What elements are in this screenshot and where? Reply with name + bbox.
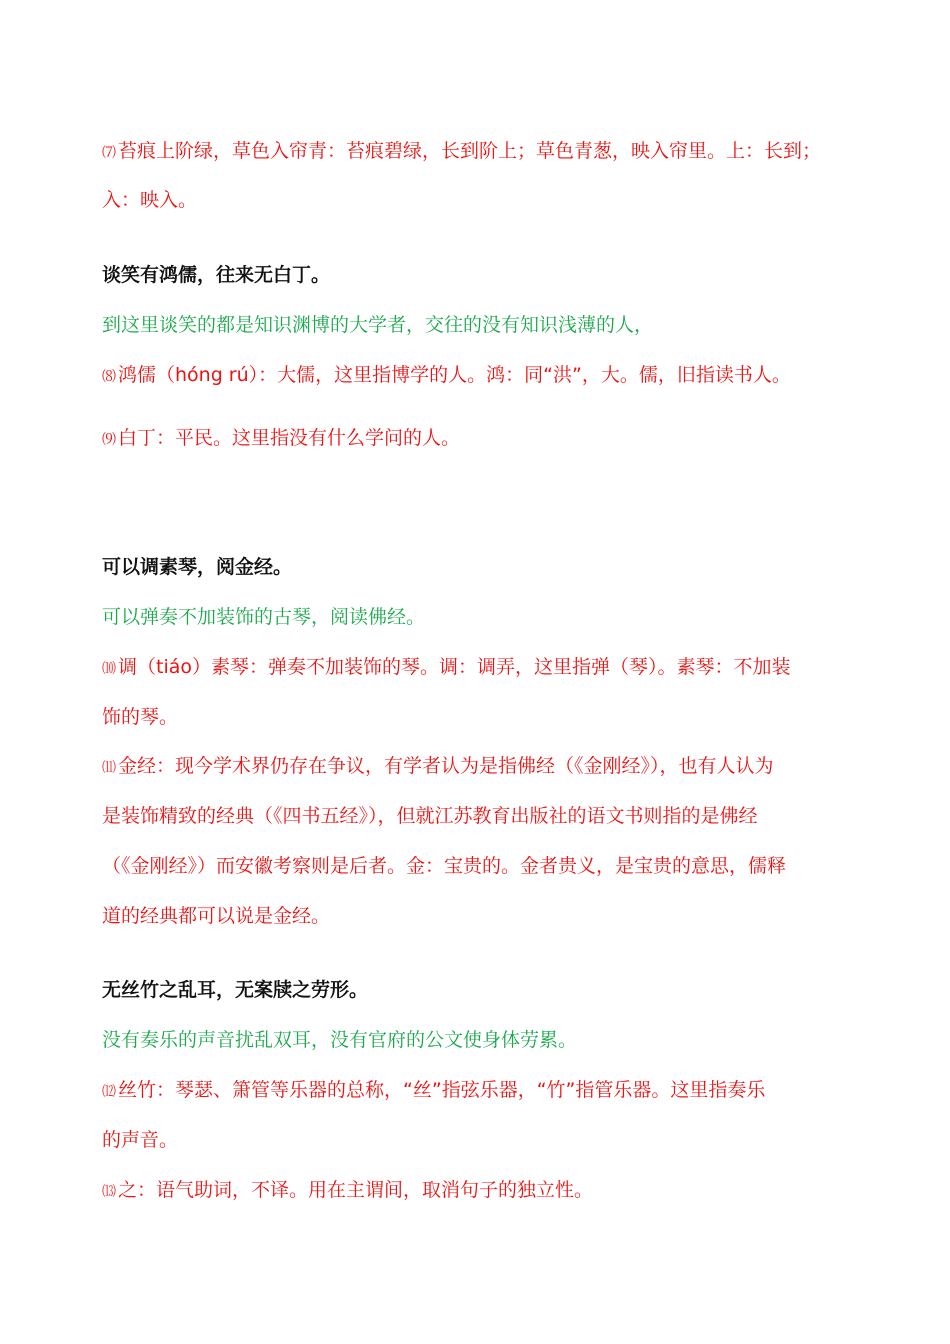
note-text: 金经：现今学术界仍存在争议，有学者认为是指佛经（《金刚经》），也有人认为 [118,755,774,777]
note-7-line-2: 入：映入。 [102,189,198,211]
note-10-line-2: 饰的琴。 [102,706,179,728]
verse-heading: 谈笑有鸿儒，往来无白丁。 [102,264,331,286]
note-12-line-1 [102,1077,842,1105]
note-number: ⑻ [102,369,116,385]
note-number: ⑽ [102,661,116,677]
note-9-line-1 [102,425,842,453]
note-number: ⒀ [102,1184,116,1200]
note-number: ⑺ [102,145,116,161]
verse-translation: 没有奏乐的声音扰乱双耳，没有官府的公文使身体劳累。 [102,1029,578,1051]
note-number: ⑾ [102,760,116,776]
verse-heading: 无丝竹之乱耳，无案牍之劳形。 [102,979,369,1001]
note-12-line-2: 的声音。 [102,1129,179,1151]
note-text: 丝竹：琴瑟、箫管等乐器的总称，“丝”指弦乐器，“竹”指管乐器。这里指奏乐 [118,1079,766,1101]
note-number: ⑼ [102,432,116,448]
note-10-line-1 [102,654,842,682]
note-text: 之：语气助词，不译。用在主谓间，取消句子的独立性。 [118,1179,594,1201]
note-13-line-1 [102,1177,842,1205]
note-8-line-1 [102,362,842,390]
note-11-line-4: 道的经典都可以说是金经。 [102,905,331,927]
note-text: 白丁：平民。这里指没有什么学问的人。 [118,427,461,449]
verse-translation: 可以弹奏不加装饰的古琴，阅读佛经。 [102,606,426,628]
note-11-line-3: （《金刚经》）而安徽考察则是后者。金：宝贵的。金者贵义，是宝贵的意思，儒释 [102,855,787,877]
verse-heading: 可以调素琴，阅金经。 [102,556,293,578]
note-11-line-2: 是装饰精致的经典（《四书五经》），但就江苏教育出版社的语文书则指的是佛经 [102,805,758,827]
note-text: 调（tiáo）素琴：弹奏不加装饰的琴。调：调弄，这里指弹（琴）。素琴：不加装 [118,656,791,678]
note-11-line-1 [102,753,842,781]
note-number: ⑿ [102,1084,116,1100]
note-text: 苔痕上阶绿，草色入帘青：苔痕碧绿，长到阶上；草色青葱，映入帘里。上：长到； [118,140,822,162]
verse-translation: 到这里谈笑的都是知识渊博的大学者，交往的没有知识浅薄的人， [102,314,654,336]
note-7-line-1 [102,138,842,166]
note-text: 鸿儒（hóng rú）：大儒，这里指博学的人。鸿：同“洪”，大。儒，旧指读书人。 [118,364,791,386]
